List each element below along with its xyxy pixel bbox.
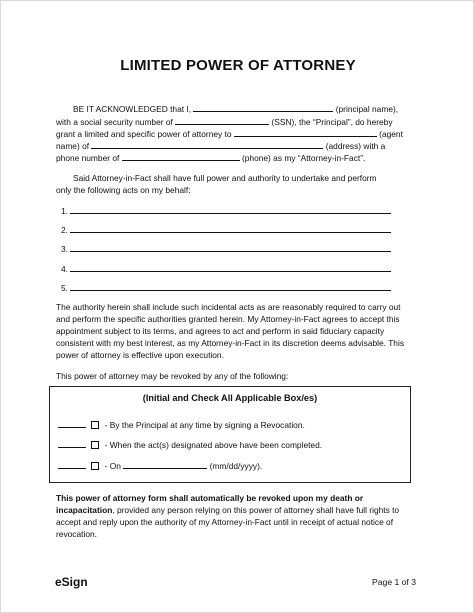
act-number-1: 1.: [61, 206, 68, 216]
act-line-3[interactable]: [70, 251, 391, 252]
intro-line-5: phone number of (phone) as my “Attorney-in-Fact”.: [56, 153, 366, 163]
acts-intro-line-1: Said Attorney-in-Fact shall have full power and authority to undertake and perform: [73, 173, 377, 183]
authority-line-3: appointment subject to its terms, and agrees to act and perform in said fiduciary capacity: [56, 326, 385, 336]
authority-line-1: The authority herein shall include such incidental acts as are reasonably required to carry out: [56, 302, 401, 312]
intro-line-1: BE IT ACKNOWLEDGED that I, (principal name),: [73, 104, 399, 114]
principal-name-field[interactable]: [193, 103, 333, 112]
act-number-5: 5.: [61, 283, 68, 293]
act-number-2: 2.: [61, 225, 68, 235]
initial-field-2[interactable]: [58, 439, 86, 448]
acts-intro-line-2: only the following acts on my behalf:: [56, 185, 191, 195]
authority-line-5: power of attorney is effective upon execution.: [56, 350, 224, 360]
revocation-option-3: - On (mm/dd/yyyy).: [58, 460, 262, 471]
ssn-field[interactable]: [175, 116, 269, 125]
final-line-2: incapacitation, provided any person relying on this power of attorney shall have full rights to: [56, 505, 400, 515]
initial-field-1[interactable]: [58, 419, 86, 428]
agent-address-field[interactable]: [91, 140, 323, 149]
act-number-3: 3.: [61, 244, 68, 254]
checkbox-3[interactable]: [91, 462, 99, 470]
revocation-options-box: [49, 386, 411, 483]
intro-line-2: with a social security number of (SSN), the “Principal”, do hereby: [56, 117, 393, 127]
esign-logo: eSign: [55, 575, 88, 589]
act-number-4: 4.: [61, 264, 68, 274]
act-line-4[interactable]: [70, 271, 391, 272]
final-line-4: revocation.: [56, 529, 97, 539]
revoke-intro: This power of attorney may be revoked by any of the following:: [56, 371, 289, 381]
final-line-1: This power of attorney form shall automatically be revoked upon my death or: [56, 493, 364, 503]
authority-line-2: and perform the specific authorities granted herein. My Attorney-in-Fact agrees to accept this: [56, 314, 400, 324]
initial-field-3[interactable]: [58, 460, 86, 469]
act-line-2[interactable]: [70, 232, 391, 233]
agent-name-field[interactable]: [234, 128, 377, 137]
intro-line-4: name) of (address) with a: [56, 141, 386, 151]
act-line-1[interactable]: [70, 213, 391, 214]
page-number: Page 1 of 3: [372, 577, 416, 587]
revocation-date-field[interactable]: [123, 460, 207, 469]
authority-line-4: consistent with my best interest, as my Attorney-in-Fact in its discretion deems advisable. This: [56, 338, 405, 348]
revocation-box-title: (Initial and Check All Applicable Box/es): [142, 393, 318, 403]
revocation-option-1: - By the Principal at any time by signing a Revocation.: [58, 419, 305, 430]
act-line-5[interactable]: [70, 290, 391, 291]
checkbox-1[interactable]: [91, 421, 99, 429]
intro-line-3: grant a limited and specific power of attorney to (agent: [56, 129, 403, 139]
final-line-3: accept and reply upon the authority of my Attorney-in-Fact until in receipt of actual notice of: [56, 517, 394, 527]
agent-phone-field[interactable]: [122, 152, 240, 161]
checkbox-2[interactable]: [91, 441, 99, 449]
document-title: LIMITED POWER OF ATTORNEY: [120, 57, 356, 74]
revocation-option-2: - When the act(s) designated above have been completed.: [58, 439, 322, 450]
